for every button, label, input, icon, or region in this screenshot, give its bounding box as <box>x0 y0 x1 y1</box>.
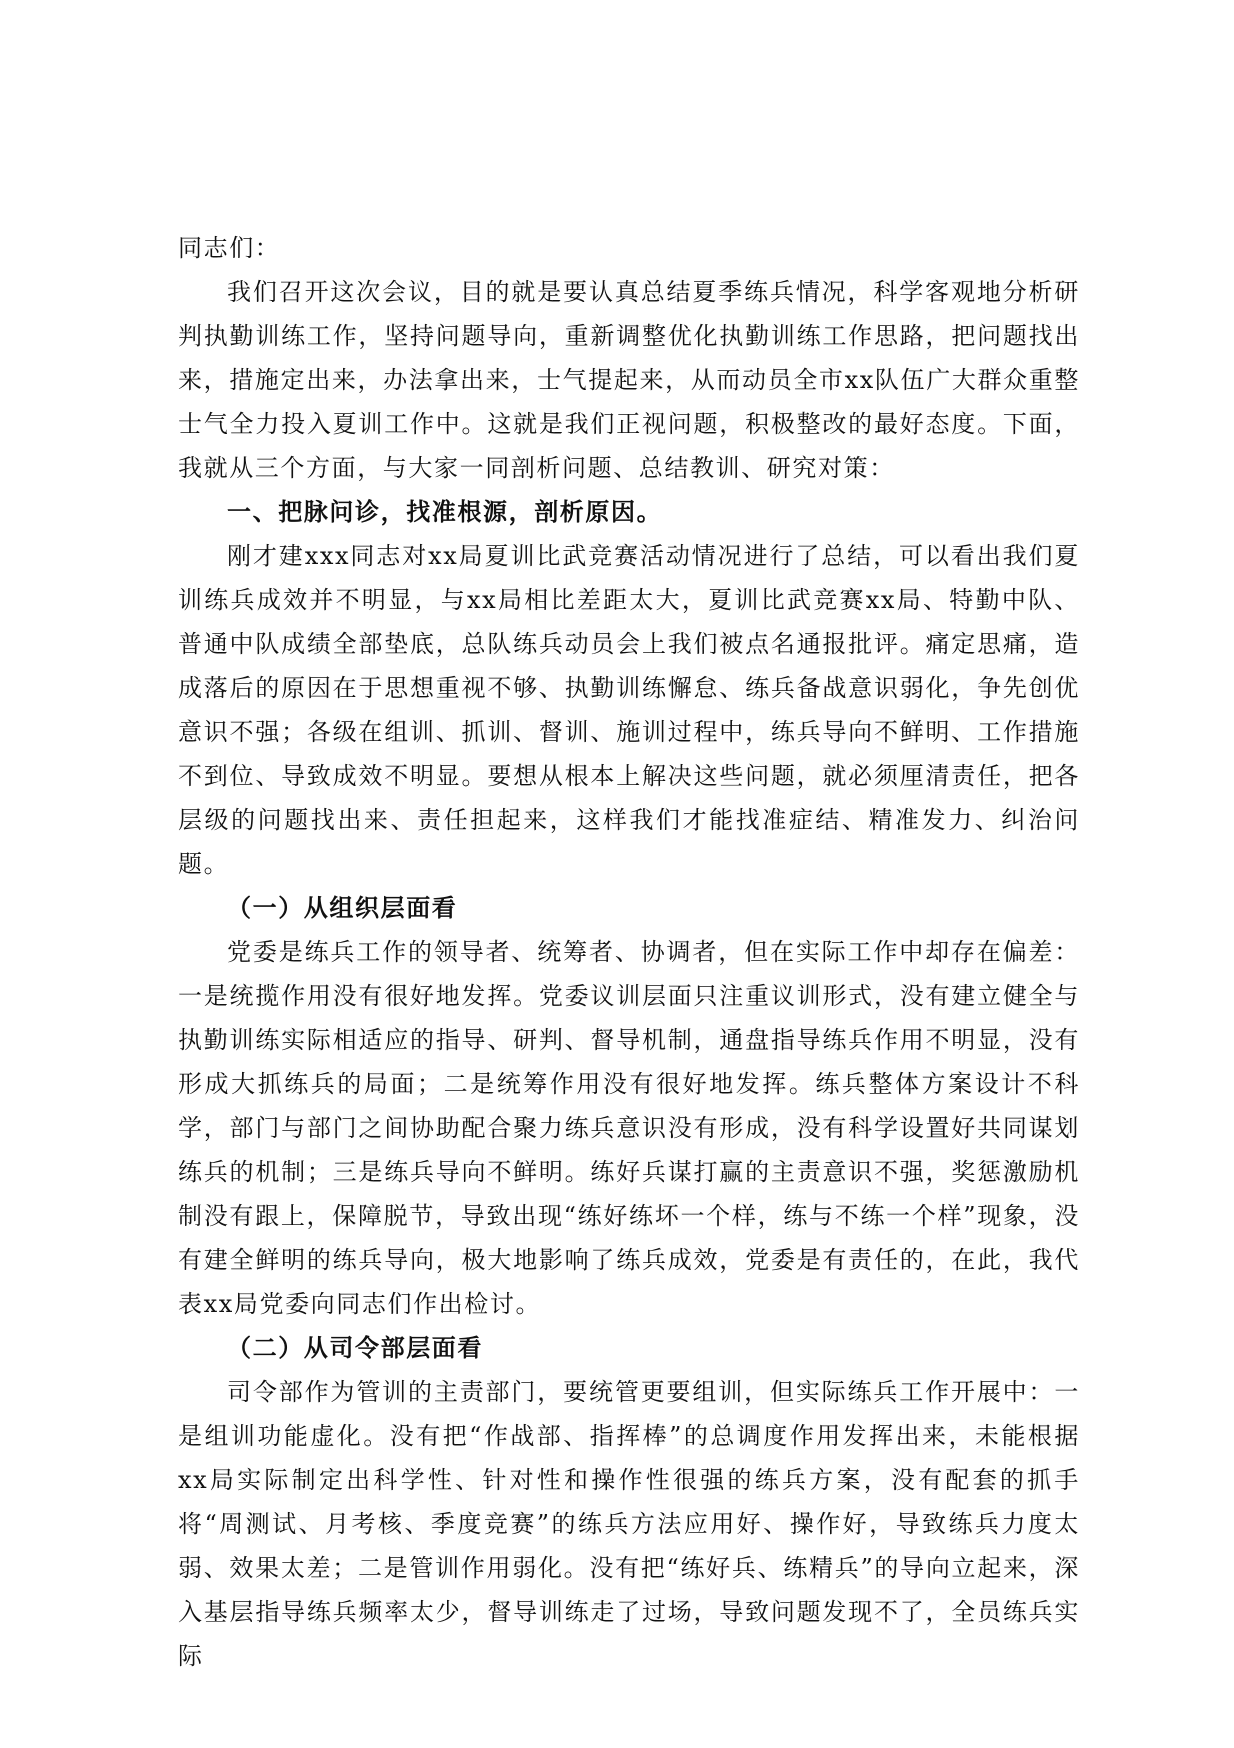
subsection-heading-headquarters: （二）从司令部层面看 <box>227 1333 483 1362</box>
subsection-organization-paragraph: 党委是练兵工作的领导者、统筹者、协调者，但在实际工作中却存在偏差：一是统揽作用没有很好地发挥。党委议训层面只注重议训形式，没有建立健全与执勤训练实际相适应的指导、研判、督导机制，通盘指导练兵作用不明显，没有形成大抓练兵的局面；二是统筹作用没有很好地发挥。练兵整体方案设计不科学，部门与部门之间协助配合聚力练兵意识没有形成，没有科学设置好共同谋划练兵的机制；三是练兵导向不鲜明。练好兵谋打赢的主责意识不强，奖惩激励机制没有跟上，保障脱节，导致出现“练好练坏一个样，练与不练一个样”现象，没有建全鲜明的练兵导向，极大地影响了练兵成效，党委是有责任的，在此，我代表xx局党委向同志们作出检讨。 <box>178 938 1080 1318</box>
opening-paragraph: 我们召开这次会议，目的就是要认真总结夏季练兵情况，科学客观地分析研判执勤训练工作，坚持问题导向，重新调整优化执勤训练工作思路，把问题找出来，措施定出来，办法拿出来，士气提起来，从而动员全市xx队伍广大群众重整士气全力投入夏训工作中。这就是我们正视问题，积极整改的最好态度。下面，我就从三个方面，与大家一同剖析问题、总结教训、研究对策： <box>178 278 1080 482</box>
section-heading-1: 一、把脉问诊，找准根源，剖析原因。 <box>227 497 663 526</box>
section-1-intro-paragraph: 刚才建xxx同志对xx局夏训比武竞赛活动情况进行了总结，可以看出我们夏训练兵成效并不明显，与xx局相比差距太大，夏训比武竞赛xx局、特勤中队、普通中队成绩全部垫底，总队练兵动员会上我们被点名通报批评。痛定思痛，造成落后的原因在于思想重视不够、执勤训练懈怠、练兵备战意识弱化，争先创优意识不强；各级在组训、抓训、督训、施训过程中，练兵导向不鲜明、工作措施不到位、导致成效不明显。要想从根本上解决这些问题，就必须厘清责任，把各层级的问题找出来、责任担起来，这样我们才能找准症结、精准发力、纠治问题。 <box>178 542 1080 878</box>
salutation: 同志们： <box>178 234 281 262</box>
document-page <box>178 226 1080 1670</box>
subsection-headquarters-paragraph: 司令部作为管训的主责部门，要统管更要组训，但实际练兵工作开展中：一是组训功能虚化。没有把“作战部、指挥棒”的总调度作用发挥出来，未能根据xx局实际制定出科学性、针对性和操作性很强的练兵方案，没有配套的抓手将“周测试、月考核、季度竞赛”的练兵方法应用好、操作好，导致练兵力度太弱、效果太差；二是管训作用弱化。没有把“练好兵、练精兵”的导向立起来，深入基层指导练兵频率太少，督导训练走了过场，导致问题发现不了，全员练兵实际 <box>178 1378 1080 1670</box>
subsection-heading-organization: （一）从组织层面看 <box>227 893 458 922</box>
